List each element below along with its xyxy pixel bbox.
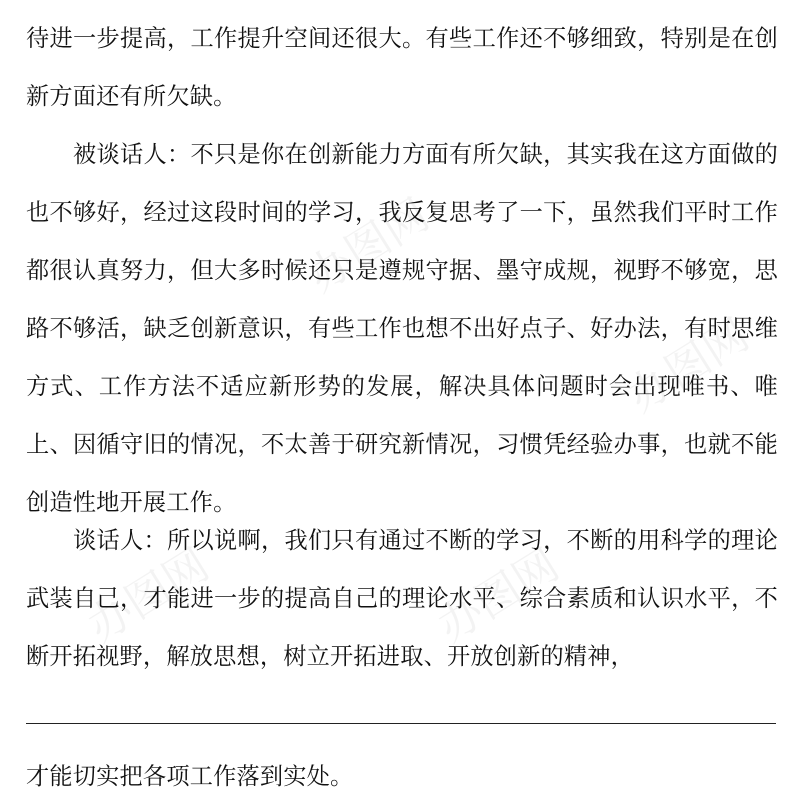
paragraph-continuation: 才能切实把各项工作落到实处。 [26,763,354,790]
watermark: 办图网 [78,539,218,653]
watermark: 办图网 [428,539,568,653]
watermark: 办图网 [618,309,758,423]
paragraph-intro: 待进一步提高，工作提升空间还很大。有些工作还不够细致，特别是在创新方面还有所欠缺。 [26,25,778,110]
watermark: 办图网 [298,189,438,303]
paragraph-interviewee: 被谈话人：不只是你在创新能力方面有所欠缺，其实我在这方面做的也不够好，经过这段时间的学习，我反复思考了一下，虽然我们平时工作都很认真努力，但大多时候还只是遵规守据、墨守成规，视野不够宽，思路不够活，缺乏创新意识，有些工作也想不出好点子、好办法，有时思维方式、工作方法不适应新形势的发展，解决具体问题时会出现唯书、唯上、因循守旧的情况，不太善于研究新情况，习惯凭经验办事，也就不能创造性地开展工作。 [26,141,778,516]
page-divider [26,723,776,724]
paragraph-interviewer: 谈话人：所以说啊，我们只有通过不断的学习，不断的用科学的理论武装自己，才能进一步的提高自己的理论水平、综合素质和认识水平，不断开拓视野，解放思想，树立开拓进取、开放创新的精神， [26,527,778,670]
